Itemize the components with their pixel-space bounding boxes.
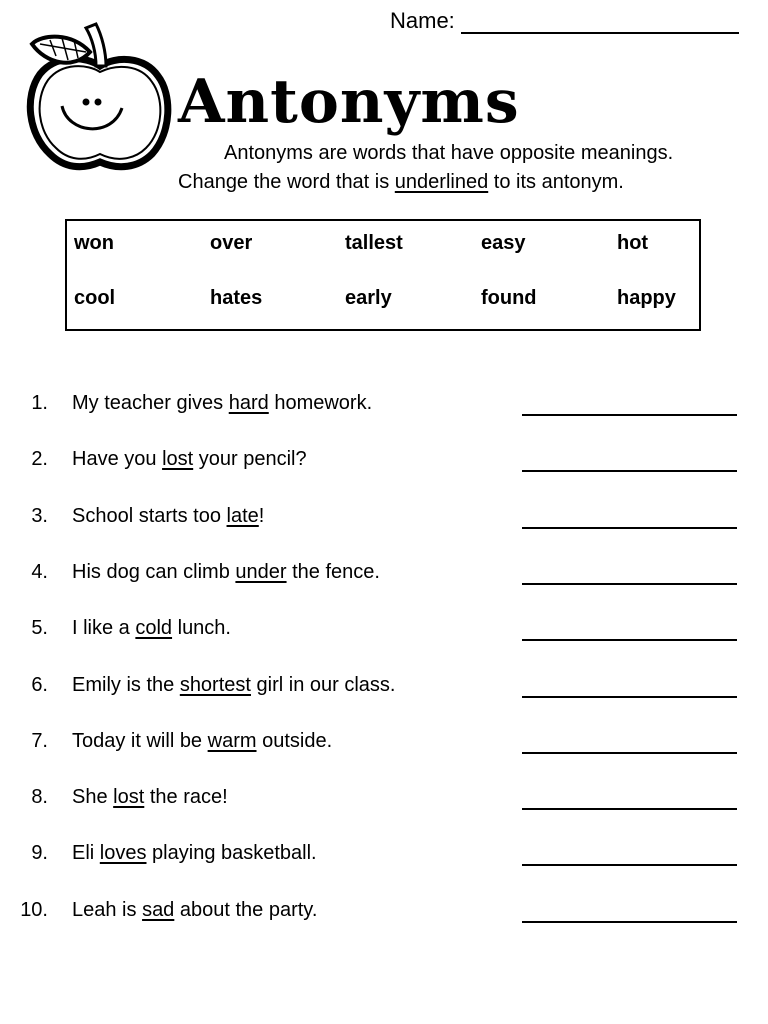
- question-item: [0, 897, 768, 927]
- question-item: [0, 446, 768, 476]
- question-text: [72, 446, 307, 472]
- word-bank-item: happy: [617, 287, 676, 309]
- question-text-start: School starts too: [72, 505, 227, 527]
- question-text-end: about the party.: [174, 899, 318, 921]
- word-bank-item: won: [74, 232, 114, 254]
- question-text-start: Leah is: [72, 899, 143, 921]
- question-text: [72, 840, 317, 866]
- question-number: 5.: [31, 617, 48, 639]
- answer-blank[interactable]: [522, 583, 737, 585]
- instruction-text-end: to its antonym.: [488, 171, 624, 193]
- word-bank-item: early: [345, 287, 392, 309]
- name-blank[interactable]: [461, 8, 739, 34]
- question-item: [0, 728, 768, 758]
- underlined-word: late: [226, 505, 259, 527]
- question-number: 7.: [31, 730, 48, 752]
- definition-text: Antonyms are words that have opposite meanings.: [224, 142, 674, 164]
- answer-blank[interactable]: [522, 864, 737, 866]
- question-number: 3.: [31, 505, 48, 527]
- question-text-start: Have you: [72, 448, 163, 470]
- question-text-start: My teacher gives: [72, 392, 229, 414]
- word-bank-item: hot: [617, 232, 649, 254]
- question-number: 2.: [31, 448, 48, 470]
- question-text: [72, 897, 317, 923]
- instruction-text: [178, 169, 624, 195]
- question-item: [0, 503, 768, 533]
- question-item: [0, 390, 768, 420]
- word-bank-item: hates: [210, 287, 263, 309]
- question-number: 4.: [31, 561, 48, 583]
- question-text: [72, 503, 264, 529]
- question-text-end: !: [258, 505, 265, 527]
- word-bank-item: over: [210, 232, 253, 254]
- question-text-end: homework.: [268, 392, 373, 414]
- question-item: [0, 784, 768, 814]
- question-text-end: outside.: [256, 730, 333, 752]
- answer-blank[interactable]: [522, 639, 737, 641]
- word-bank-item: cool: [74, 287, 116, 309]
- answer-blank[interactable]: [522, 696, 737, 698]
- question-text-start: His dog can climb: [72, 561, 236, 583]
- question-number: 8.: [31, 786, 48, 808]
- question-text-start: She: [72, 786, 114, 808]
- underlined-word: shortest: [179, 674, 251, 696]
- answer-blank[interactable]: [522, 752, 737, 754]
- question-text: [72, 672, 395, 698]
- underlined-word: lost: [162, 448, 194, 470]
- question-text-start: Today it will be: [72, 730, 208, 752]
- question-text: [72, 559, 380, 585]
- question-number: 6.: [31, 674, 48, 696]
- answer-blank[interactable]: [522, 527, 737, 529]
- question-text-end: lunch.: [172, 617, 231, 639]
- question-text: [72, 728, 332, 754]
- question-text: [72, 615, 231, 641]
- underlined-word: cold: [135, 617, 173, 639]
- question-text-end: your pencil?: [193, 448, 307, 470]
- word-bank-item: easy: [481, 232, 526, 254]
- underlined-word: sad: [142, 899, 175, 921]
- question-number: 9.: [31, 842, 48, 864]
- name-field: [390, 8, 739, 34]
- question-item: [0, 840, 768, 870]
- question-item: [0, 672, 768, 702]
- underlined-word: warm: [207, 730, 257, 752]
- question-number: 10.: [20, 899, 48, 921]
- name-label: Name:: [390, 8, 455, 33]
- question-text: [72, 784, 228, 810]
- underlined-word: lost: [113, 786, 145, 808]
- question-text-start: Eli: [72, 842, 100, 864]
- answer-blank[interactable]: [522, 921, 737, 923]
- word-bank-item: found: [481, 287, 537, 309]
- answer-blank[interactable]: [522, 470, 737, 472]
- page-title: Antonyms: [178, 67, 520, 137]
- instruction-text-start: Change the word that is: [178, 171, 395, 193]
- question-text-end: playing basketball.: [146, 842, 317, 864]
- question-text-start: I like a: [72, 617, 136, 639]
- question-number: 1.: [31, 392, 48, 414]
- question-item: [0, 615, 768, 645]
- question-text: [72, 390, 372, 416]
- underlined-word: under: [235, 561, 287, 583]
- underlined-word: loves: [99, 842, 147, 864]
- answer-blank[interactable]: [522, 414, 737, 416]
- instruction-underlined-word: underlined: [394, 171, 489, 193]
- word-bank-item: tallest: [345, 232, 403, 254]
- answer-blank[interactable]: [522, 808, 737, 810]
- question-item: [0, 559, 768, 589]
- question-text-start: Emily is the: [72, 674, 180, 696]
- question-text-end: the fence.: [286, 561, 380, 583]
- question-text-end: the race!: [144, 786, 228, 808]
- underlined-word: hard: [228, 392, 269, 414]
- question-text-end: girl in our class.: [250, 674, 396, 696]
- word-bank: [65, 219, 701, 331]
- smiling-apple-icon: [26, 22, 174, 172]
